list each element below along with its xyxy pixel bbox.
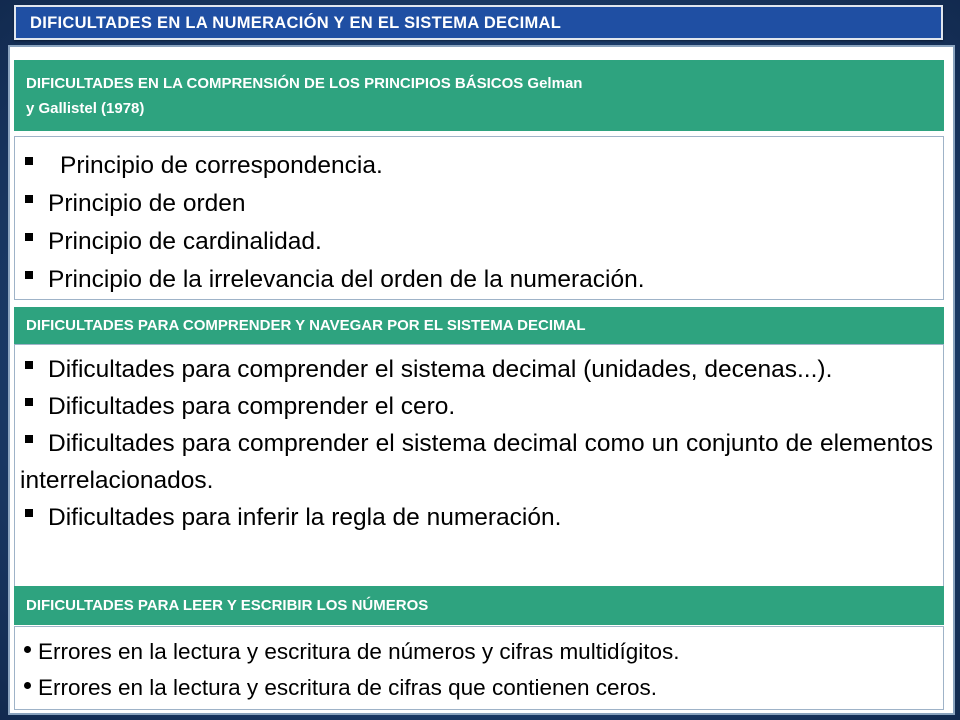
section-heading-line-2: y Gallistel (1978) (26, 100, 145, 117)
section-header-principles (14, 60, 944, 131)
section-heading-line-1: DIFICULTADES EN LA COMPRENSIÓN DE LOS PRINCIPIOS BÁSICOS Gelman (26, 75, 583, 92)
reading-writing-list (20, 634, 933, 706)
slide-title-bar (14, 5, 943, 40)
section-heading: DIFICULTADES PARA COMPRENDER Y NAVEGAR POR EL SISTEMA DECIMAL (26, 317, 586, 334)
list-item: Principio de la irrelevancia del orden de la numeración. (20, 261, 933, 299)
section-body-decimal-system (14, 344, 944, 587)
section-header-decimal-system (14, 307, 944, 344)
list-item: Principio de orden (20, 185, 933, 223)
section-body-principles (14, 136, 944, 300)
principles-list (20, 147, 933, 299)
slide-title: DIFICULTADES EN LA NUMERACIÓN Y EN EL SISTEMA DECIMAL (30, 14, 562, 32)
list-item: Dificultades para inferir la regla de numeración. (20, 499, 933, 536)
list-item: Principio de cardinalidad. (20, 223, 933, 261)
list-item: Dificultades para comprender el sistema decimal (unidades, decenas...). (20, 351, 933, 388)
list-item: Dificultades para comprender el sistema decimal como un conjunto de elementos interrelacionados. (20, 425, 933, 499)
section-heading: DIFICULTADES PARA LEER Y ESCRIBIR LOS NÚMEROS (26, 597, 429, 614)
list-item: Principio de correspondencia. (20, 147, 933, 185)
list-item: Dificultades para comprender el cero. (20, 388, 933, 425)
decimal-system-list (20, 351, 933, 536)
section-body-reading-writing (14, 626, 944, 710)
section-header-reading-writing (14, 586, 944, 625)
list-item: Errores en la lectura y escritura de cifras que contienen ceros. (20, 670, 933, 706)
list-item: Errores en la lectura y escritura de números y cifras multidígitos. (20, 634, 933, 670)
